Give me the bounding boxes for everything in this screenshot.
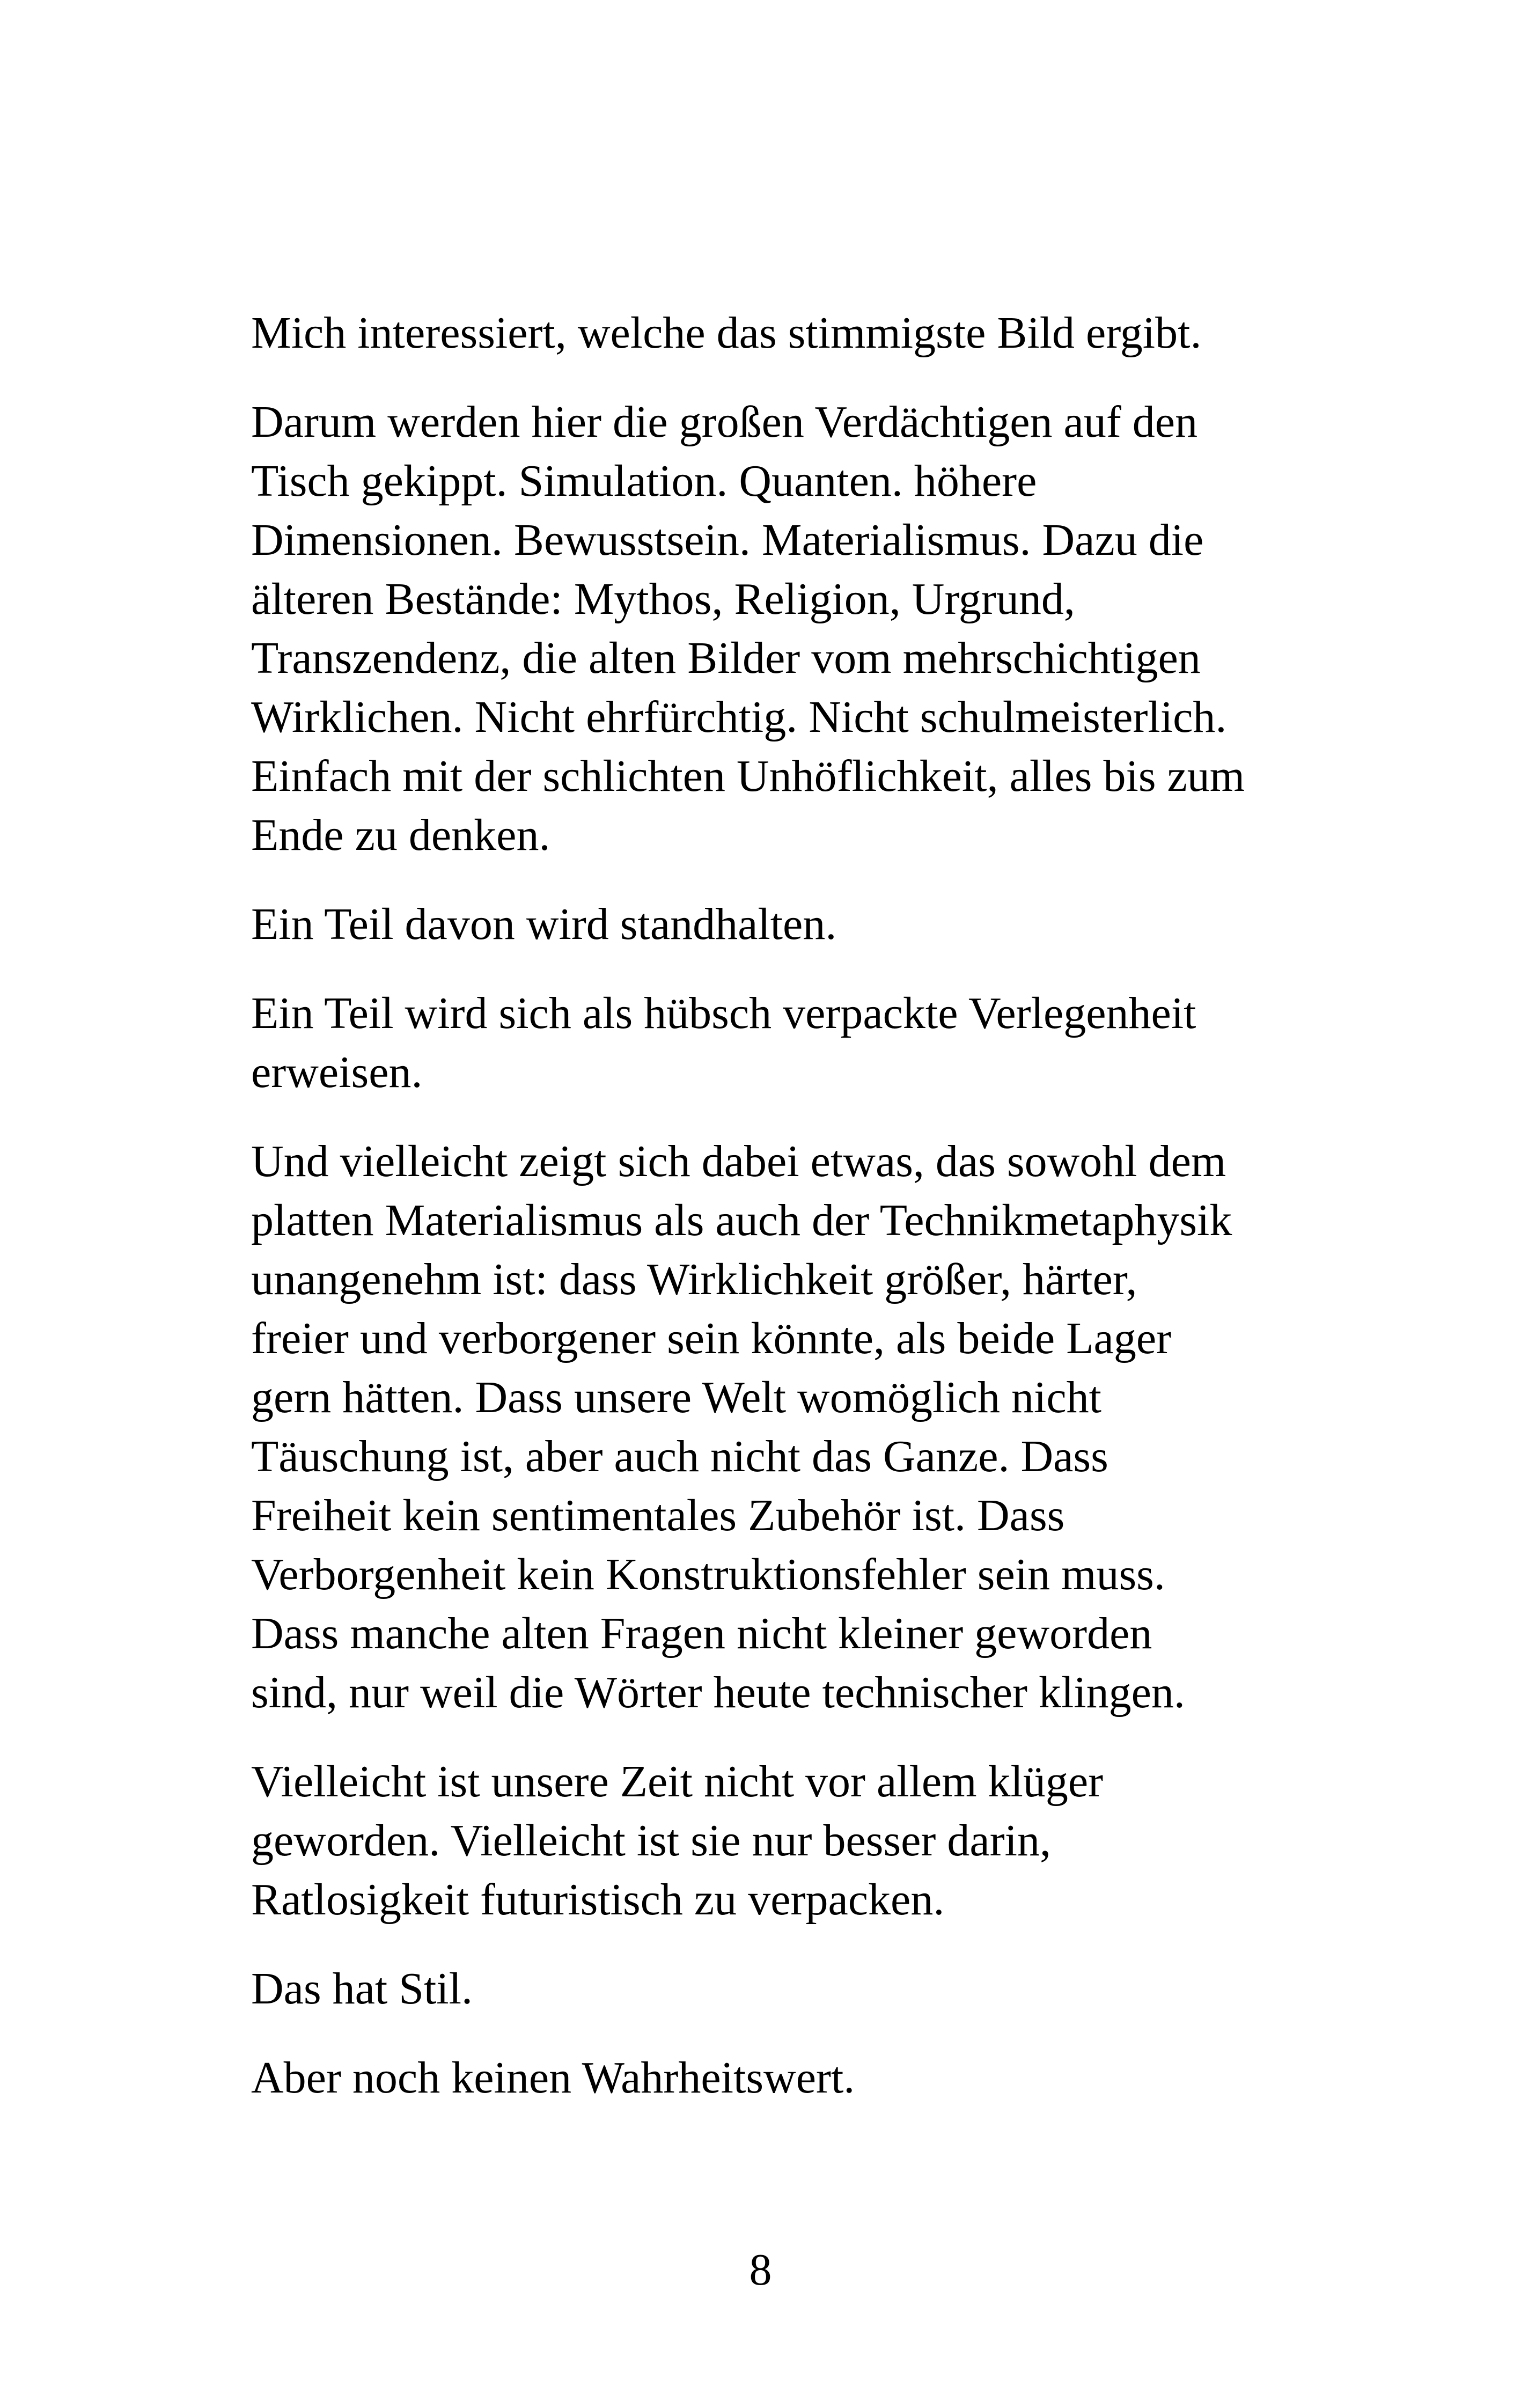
text-line: Vielleicht ist unsere Zeit nicht vor allem klüger bbox=[251, 1757, 1104, 1807]
body-text bbox=[251, 304, 1292, 2138]
text-line: Dass manche alten Fragen nicht kleiner geworden bbox=[251, 1609, 1152, 1658]
paragraph bbox=[251, 1959, 1292, 2018]
text-line: gern hätten. Dass unsere Welt womöglich nicht bbox=[251, 1372, 1101, 1422]
text-line: Ende zu denken. bbox=[251, 810, 550, 860]
text-line: Verborgenheit kein Konstruktionsfehler sein muss. bbox=[251, 1550, 1165, 1599]
text-line: freier und verborgener sein könnte, als beide Lager bbox=[251, 1313, 1172, 1363]
paragraph bbox=[251, 393, 1292, 865]
page-number: 8 bbox=[749, 2245, 772, 2295]
text-line: sind, nur weil die Wörter heute technischer klingen. bbox=[251, 1668, 1185, 1717]
paragraph bbox=[251, 1132, 1292, 1722]
paragraph bbox=[251, 1752, 1292, 1929]
paragraph bbox=[251, 984, 1292, 1102]
text-line: Wirklichen. Nicht ehrfürchtig. Nicht schulmeisterlich. bbox=[251, 692, 1227, 742]
text-line: Einfach mit der schlichten Unhöflichkeit, alles bis zum bbox=[251, 751, 1245, 801]
text-line: Darum werden hier die großen Verdächtigen auf den bbox=[251, 397, 1198, 447]
paragraph bbox=[251, 2049, 1292, 2108]
text-line: älteren Bestände: Mythos, Religion, Urgrund, bbox=[251, 574, 1075, 624]
text-line: Mich interessiert, welche das stimmigste Bild ergibt. bbox=[251, 308, 1202, 358]
text-line: erweisen. bbox=[251, 1047, 423, 1097]
text-line: Dimensionen. Bewusstsein. Materialismus. Dazu die bbox=[251, 515, 1204, 565]
text-line: Freiheit kein sentimentales Zubehör ist. Dass bbox=[251, 1491, 1065, 1540]
paragraph bbox=[251, 304, 1292, 363]
text-line: Täuschung ist, aber auch nicht das Ganze. Dass bbox=[251, 1431, 1108, 1481]
text-line: Ein Teil davon wird standhalten. bbox=[251, 899, 837, 949]
text-line: Ratlosigkeit futuristisch zu verpacken. bbox=[251, 1875, 945, 1925]
text-line: geworden. Vielleicht ist sie nur besser darin, bbox=[251, 1816, 1051, 1866]
paragraph bbox=[251, 895, 1292, 954]
text-line: Ein Teil wird sich als hübsch verpackte Verlegenheit bbox=[251, 988, 1196, 1038]
text-line: unangenehm ist: dass Wirklichkeit größer, härter, bbox=[251, 1254, 1137, 1304]
text-line: Und vielleicht zeigt sich dabei etwas, das sowohl dem bbox=[251, 1136, 1226, 1186]
text-line: Das hat Stil. bbox=[251, 1964, 473, 2014]
text-line: Aber noch keinen Wahrheitswert. bbox=[251, 2053, 855, 2103]
text-line: platten Materialismus als auch der Technikmetaphysik bbox=[251, 1195, 1232, 1245]
text-line: Tisch gekippt. Simulation. Quanten. höhere bbox=[251, 456, 1037, 506]
text-line: Transzendenz, die alten Bilder vom mehrschichtigen bbox=[251, 633, 1201, 683]
